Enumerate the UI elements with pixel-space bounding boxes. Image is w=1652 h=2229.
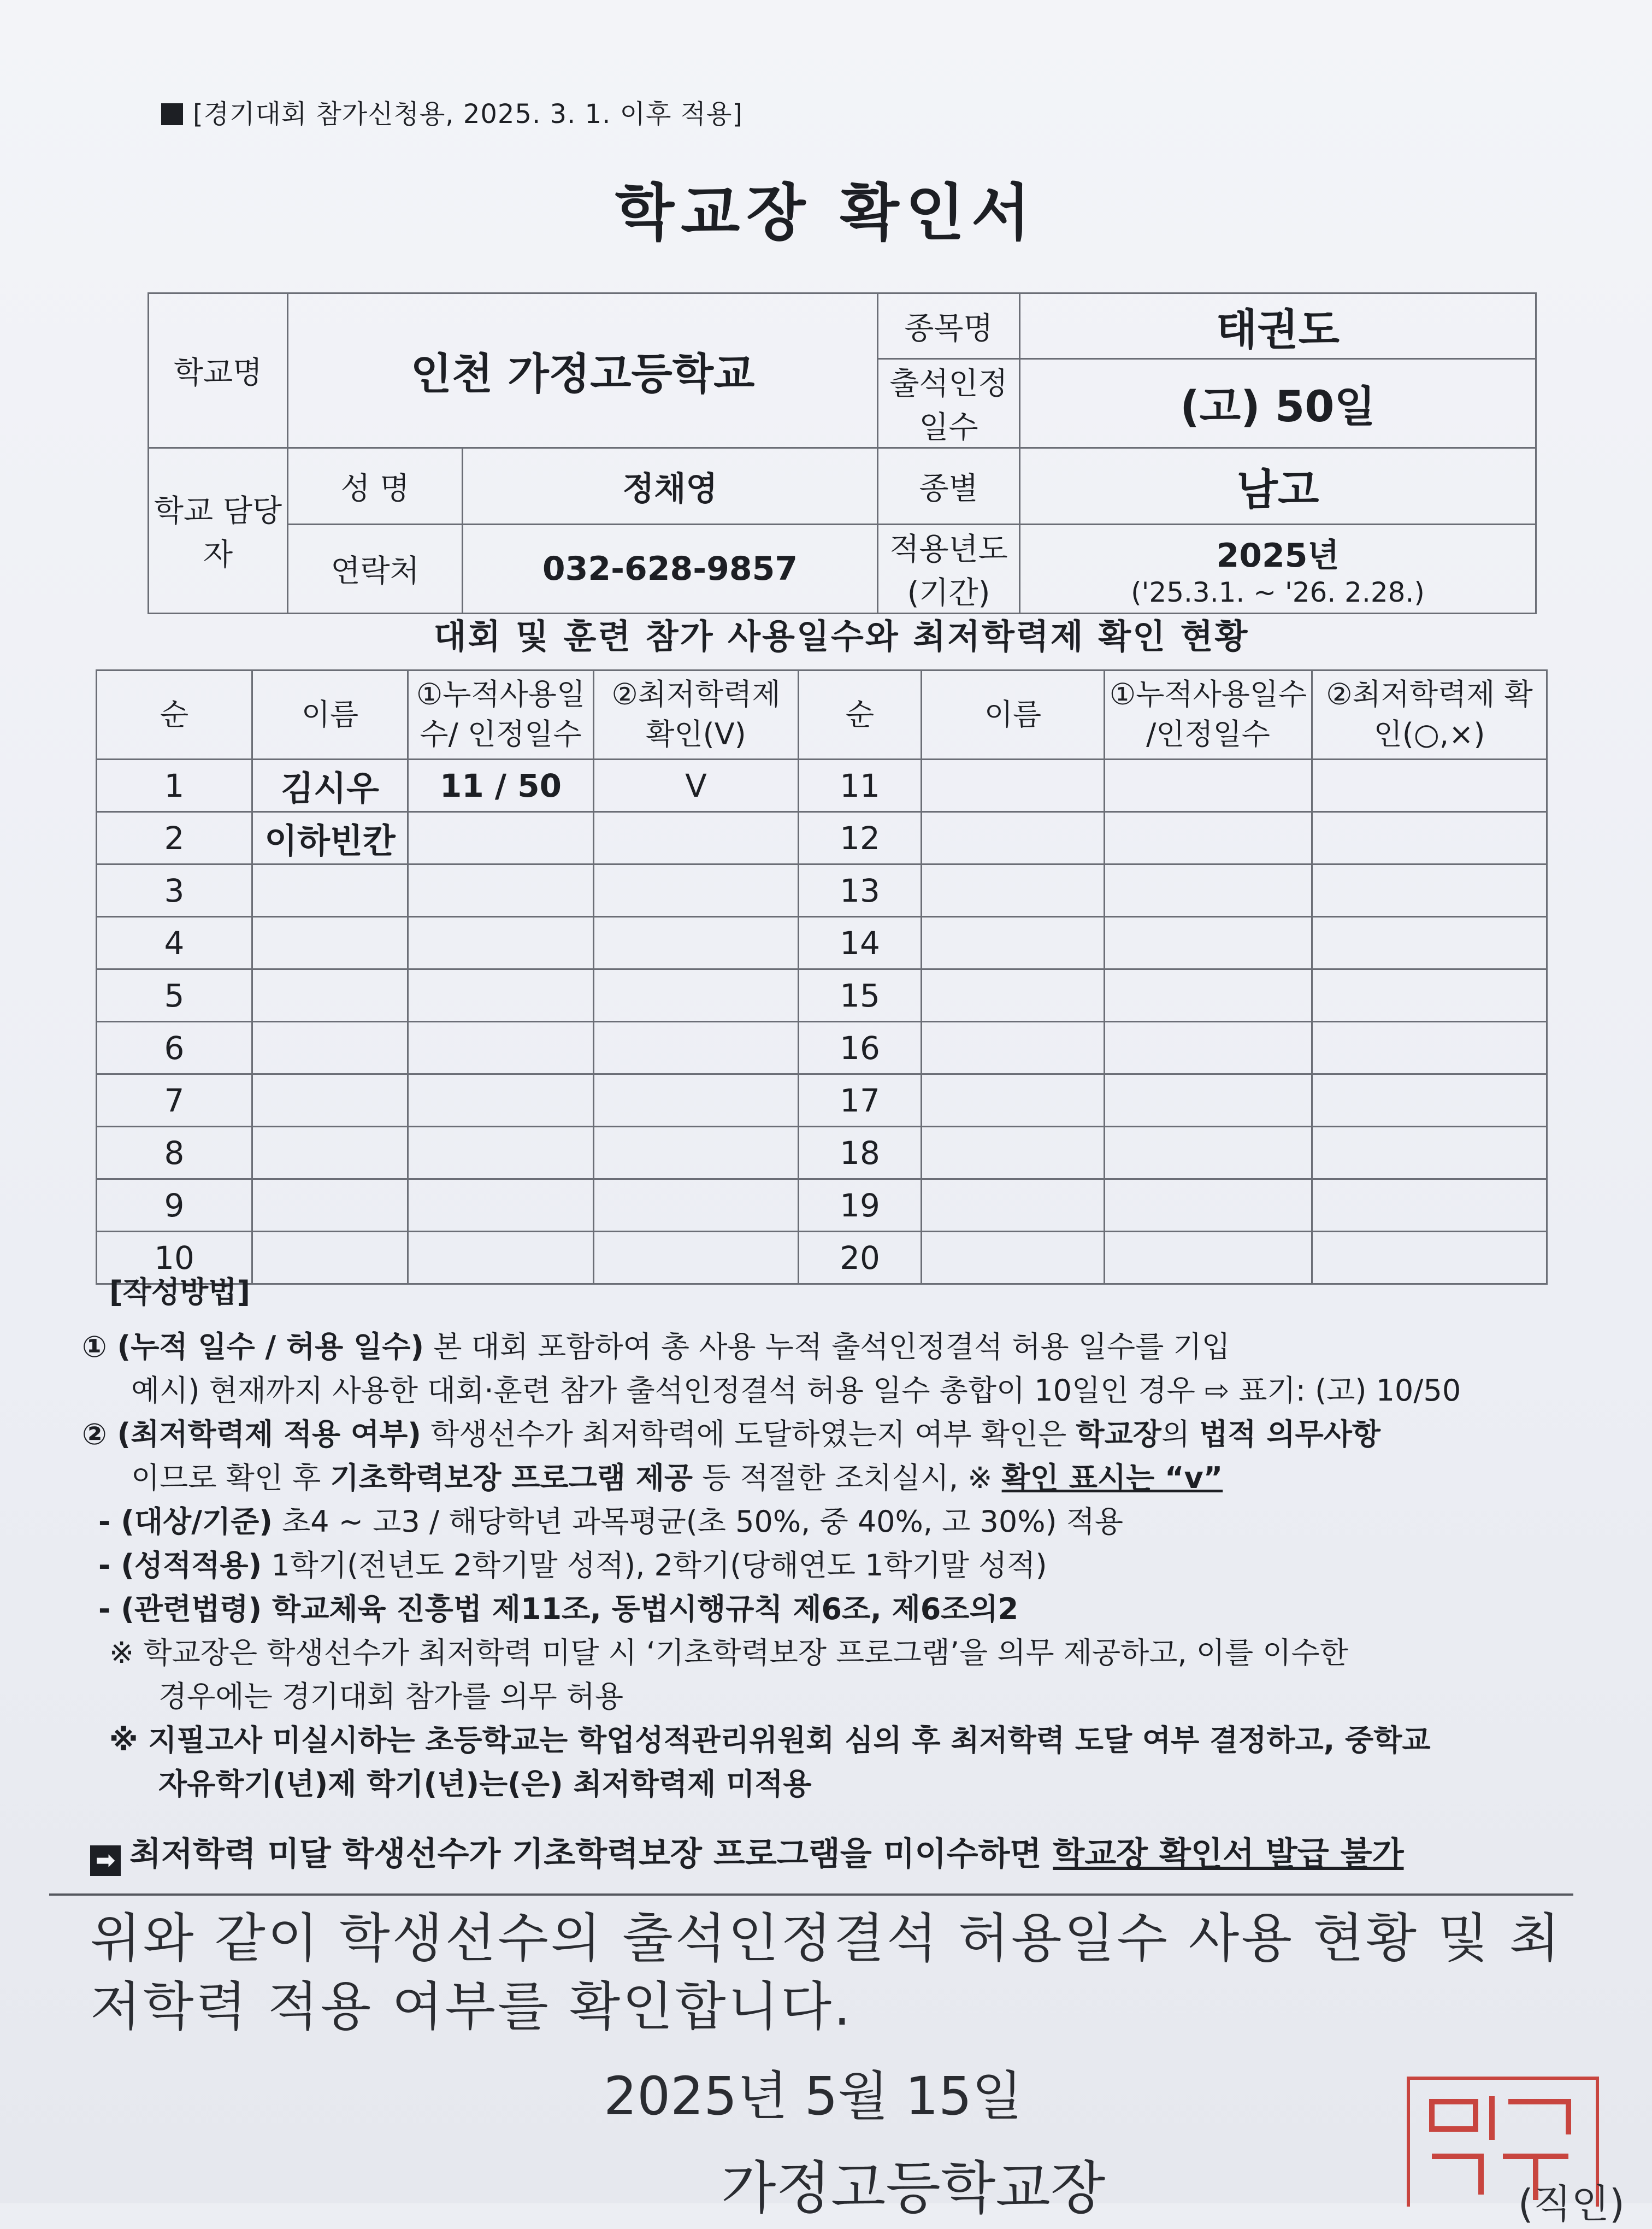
row-number: 16: [799, 1022, 922, 1074]
name-label: 성 명: [288, 448, 463, 525]
row-number: 2: [97, 812, 252, 864]
academic-check: [1312, 760, 1547, 812]
note-target: - (대상/기준) 초4 ~ 고3 / 해당학년 과목평균(초 50%, 중 40%, 고 30%) 적용: [98, 1504, 1124, 1539]
academic-check: [594, 1074, 799, 1127]
principal-title: 가정고등학교장: [721, 2155, 1106, 2221]
school-name-label: 학교명: [149, 293, 288, 448]
student-name: [252, 1074, 408, 1127]
academic-check: [1312, 1127, 1547, 1179]
table-row: [97, 760, 1547, 812]
column-header: ②최저학력제 확인(V): [594, 671, 799, 760]
note-2: ② (최저학력제 적용 여부) 학생선수가 최저학력에 도달하였는지 여부 확인은 학교장의 법적 의무사항: [82, 1417, 1381, 1451]
student-name: [922, 917, 1105, 969]
used-days: [1105, 760, 1312, 812]
row-number: 9: [97, 1179, 252, 1232]
used-days: [1105, 917, 1312, 969]
student-name: [252, 969, 408, 1022]
used-days: 11 / 50: [408, 760, 594, 812]
academic-check: [594, 1127, 799, 1179]
instructions-heading: [작성방법]: [109, 1275, 251, 1309]
student-name: [922, 1022, 1105, 1074]
used-days: [1105, 1074, 1312, 1127]
table-row: [97, 1074, 1547, 1127]
document-title: 학교장 확인서: [615, 178, 1037, 249]
apply-year-value: 2025년: [1216, 537, 1340, 575]
academic-check: [594, 917, 799, 969]
used-days: [1105, 812, 1312, 864]
academic-check: [1312, 917, 1547, 969]
student-name: [922, 760, 1105, 812]
academic-check: [594, 969, 799, 1022]
issue-date: 2025년 5월 15일: [604, 2066, 1023, 2127]
row-number: 19: [799, 1179, 922, 1232]
used-days: [408, 969, 594, 1022]
row-number: 13: [799, 864, 922, 917]
note-1: ① (누적 일수 / 허용 일수) 본 대회 포함하여 총 사용 누적 출석인정결석 허용 일수를 기입: [82, 1330, 1230, 1364]
academic-check: [1312, 969, 1547, 1022]
note-1-example: 예시) 현재까지 사용한 대회·훈련 참가 출석인정결석 허용 일수 총합이 10일인 경우 ⇨ 표기: (고) 10/50: [131, 1373, 1461, 1408]
row-number: 8: [97, 1127, 252, 1179]
row-number: 11: [799, 760, 922, 812]
used-days: [1105, 1179, 1312, 1232]
student-name: [252, 917, 408, 969]
school-info-table: [148, 292, 1537, 614]
table-row: [97, 1179, 1547, 1232]
student-name: [922, 1074, 1105, 1127]
row-number: 12: [799, 812, 922, 864]
sport-label: 종목명: [878, 293, 1020, 359]
table-row: [97, 812, 1547, 864]
row-number: 10: [97, 1232, 252, 1284]
academic-check: [594, 812, 799, 864]
column-header: ①누적사용일수/ 인정일수: [408, 671, 594, 760]
category-label: 종별: [878, 448, 1020, 525]
remark-2-cont: 자유학기(년)제 학기(년)는(은) 최저학력제 미적용: [158, 1767, 812, 1801]
remark-1-cont: 경우에는 경기대회 참가를 의무 허용: [158, 1679, 624, 1714]
row-number: 15: [799, 969, 922, 1022]
row-number: 3: [97, 864, 252, 917]
apply-year-cell: [1020, 525, 1536, 614]
apply-period-value: ('25.3.1. ~ '26. 2.28.): [1131, 577, 1425, 608]
row-number: 20: [799, 1232, 922, 1284]
warning-note: ➡ 최저학력 미달 학생선수가 기초학력보장 프로그램을 미이수하면 학교장 확인서 발급 불가: [90, 1828, 1404, 1876]
used-days: [1105, 969, 1312, 1022]
table-header-row: [97, 671, 1547, 760]
section-title: 대회 및 훈련 참가 사용일수와 최저학력제 확인 현황: [433, 616, 1249, 656]
phone-label: 연락처: [288, 525, 463, 614]
apply-year-label: 적용년도 (기간): [878, 525, 1020, 614]
row-number: 5: [97, 969, 252, 1022]
school-name-value: 인천 가정고등학교: [288, 293, 878, 448]
student-name: [922, 812, 1105, 864]
square-bullet-icon: [161, 103, 183, 125]
academic-check: [1312, 812, 1547, 864]
row-number: 4: [97, 917, 252, 969]
table-row: [97, 1127, 1547, 1179]
category-value: 남고: [1020, 448, 1536, 525]
table-row: [97, 917, 1547, 969]
column-header: 순: [97, 671, 252, 760]
form-usage-label: [경기대회 참가신청용, 2025. 3. 1. 이후 적용]: [161, 93, 743, 131]
student-name: 김시우: [252, 760, 408, 812]
row-number: 18: [799, 1127, 922, 1179]
arrow-box-icon: ➡: [90, 1845, 121, 1876]
academic-check: [594, 1022, 799, 1074]
academic-check: [1312, 1074, 1547, 1127]
student-name: [252, 1179, 408, 1232]
student-name: [252, 864, 408, 917]
contact-name-value: 정채영: [463, 448, 878, 525]
row-number: 1: [97, 760, 252, 812]
student-name: [252, 1127, 408, 1179]
student-name: 이하빈칸: [252, 812, 408, 864]
note-grades: - (성적적용) 1학기(전년도 2학기말 성적), 2학기(당해연도 1학기말 성적): [98, 1548, 1047, 1583]
academic-check: [1312, 1022, 1547, 1074]
column-header: ①누적사용일수 /인정일수: [1105, 671, 1312, 760]
contact-person-label: 학교 담당자: [149, 448, 288, 614]
used-days: [408, 864, 594, 917]
row-number: 6: [97, 1022, 252, 1074]
phone-value: 032-628-9857: [463, 525, 878, 614]
note-2-line2: 이므로 확인 후 기초학력보장 프로그램 제공 등 적절한 조치실시, ※ 확인 표시는 “v”: [131, 1461, 1223, 1495]
used-days: [408, 1179, 594, 1232]
student-name: [922, 1179, 1105, 1232]
table-row: [97, 969, 1547, 1022]
academic-check: V: [594, 760, 799, 812]
remark-1: ※ 학교장은 학생선수가 최저학력 미달 시 ‘기초학력보장 프로그램’을 의무 제공하고, 이를 이수한: [109, 1636, 1348, 1670]
used-days: [1105, 864, 1312, 917]
used-days: [408, 812, 594, 864]
column-header: 이름: [252, 671, 408, 760]
remark-2: ※ 지필고사 미실시하는 초등학교는 학업성적관리위원회 심의 후 최저학력 도달 여부 결정하고, 중학교: [109, 1723, 1431, 1757]
used-days: [408, 917, 594, 969]
used-days: [408, 1074, 594, 1127]
column-header: 이름: [922, 671, 1105, 760]
row-number: 14: [799, 917, 922, 969]
used-days: [1105, 1127, 1312, 1179]
row-number: 7: [97, 1074, 252, 1127]
academic-check: [1312, 1179, 1547, 1232]
sport-value: 태권도: [1020, 293, 1536, 359]
seal-label: (직인): [1518, 2181, 1625, 2227]
academic-check: [594, 1179, 799, 1232]
student-name: [252, 1022, 408, 1074]
attendance-days-value: (고) 50일: [1020, 359, 1536, 448]
student-name: [922, 1127, 1105, 1179]
attendance-days-label: 출석인정 일수: [878, 359, 1020, 448]
academic-check: [594, 864, 799, 917]
used-days: [408, 1022, 594, 1074]
divider: [49, 1893, 1573, 1896]
column-header: ②최저학력제 확인(○,×): [1312, 671, 1547, 760]
participation-table: [96, 669, 1548, 1285]
student-name: [922, 969, 1105, 1022]
used-days: [1105, 1022, 1312, 1074]
column-header: 순: [799, 671, 922, 760]
instructions-section: [82, 1271, 1568, 1806]
note-laws: - (관련법령) 학교체육 진흥법 제11조, 동법시행규칙 제6조, 제6조의2: [98, 1592, 1019, 1626]
academic-check: [1312, 864, 1547, 917]
confirmation-statement: 위와 같이 학생선수의 출석인정결석 허용일수 사용 현황 및 최저학력 적용 여부를 확인합니다.: [90, 1908, 1562, 2037]
table-row: [97, 1022, 1547, 1074]
row-number: 17: [799, 1074, 922, 1127]
student-name: [922, 864, 1105, 917]
used-days: [408, 1127, 594, 1179]
table-row: [97, 864, 1547, 917]
